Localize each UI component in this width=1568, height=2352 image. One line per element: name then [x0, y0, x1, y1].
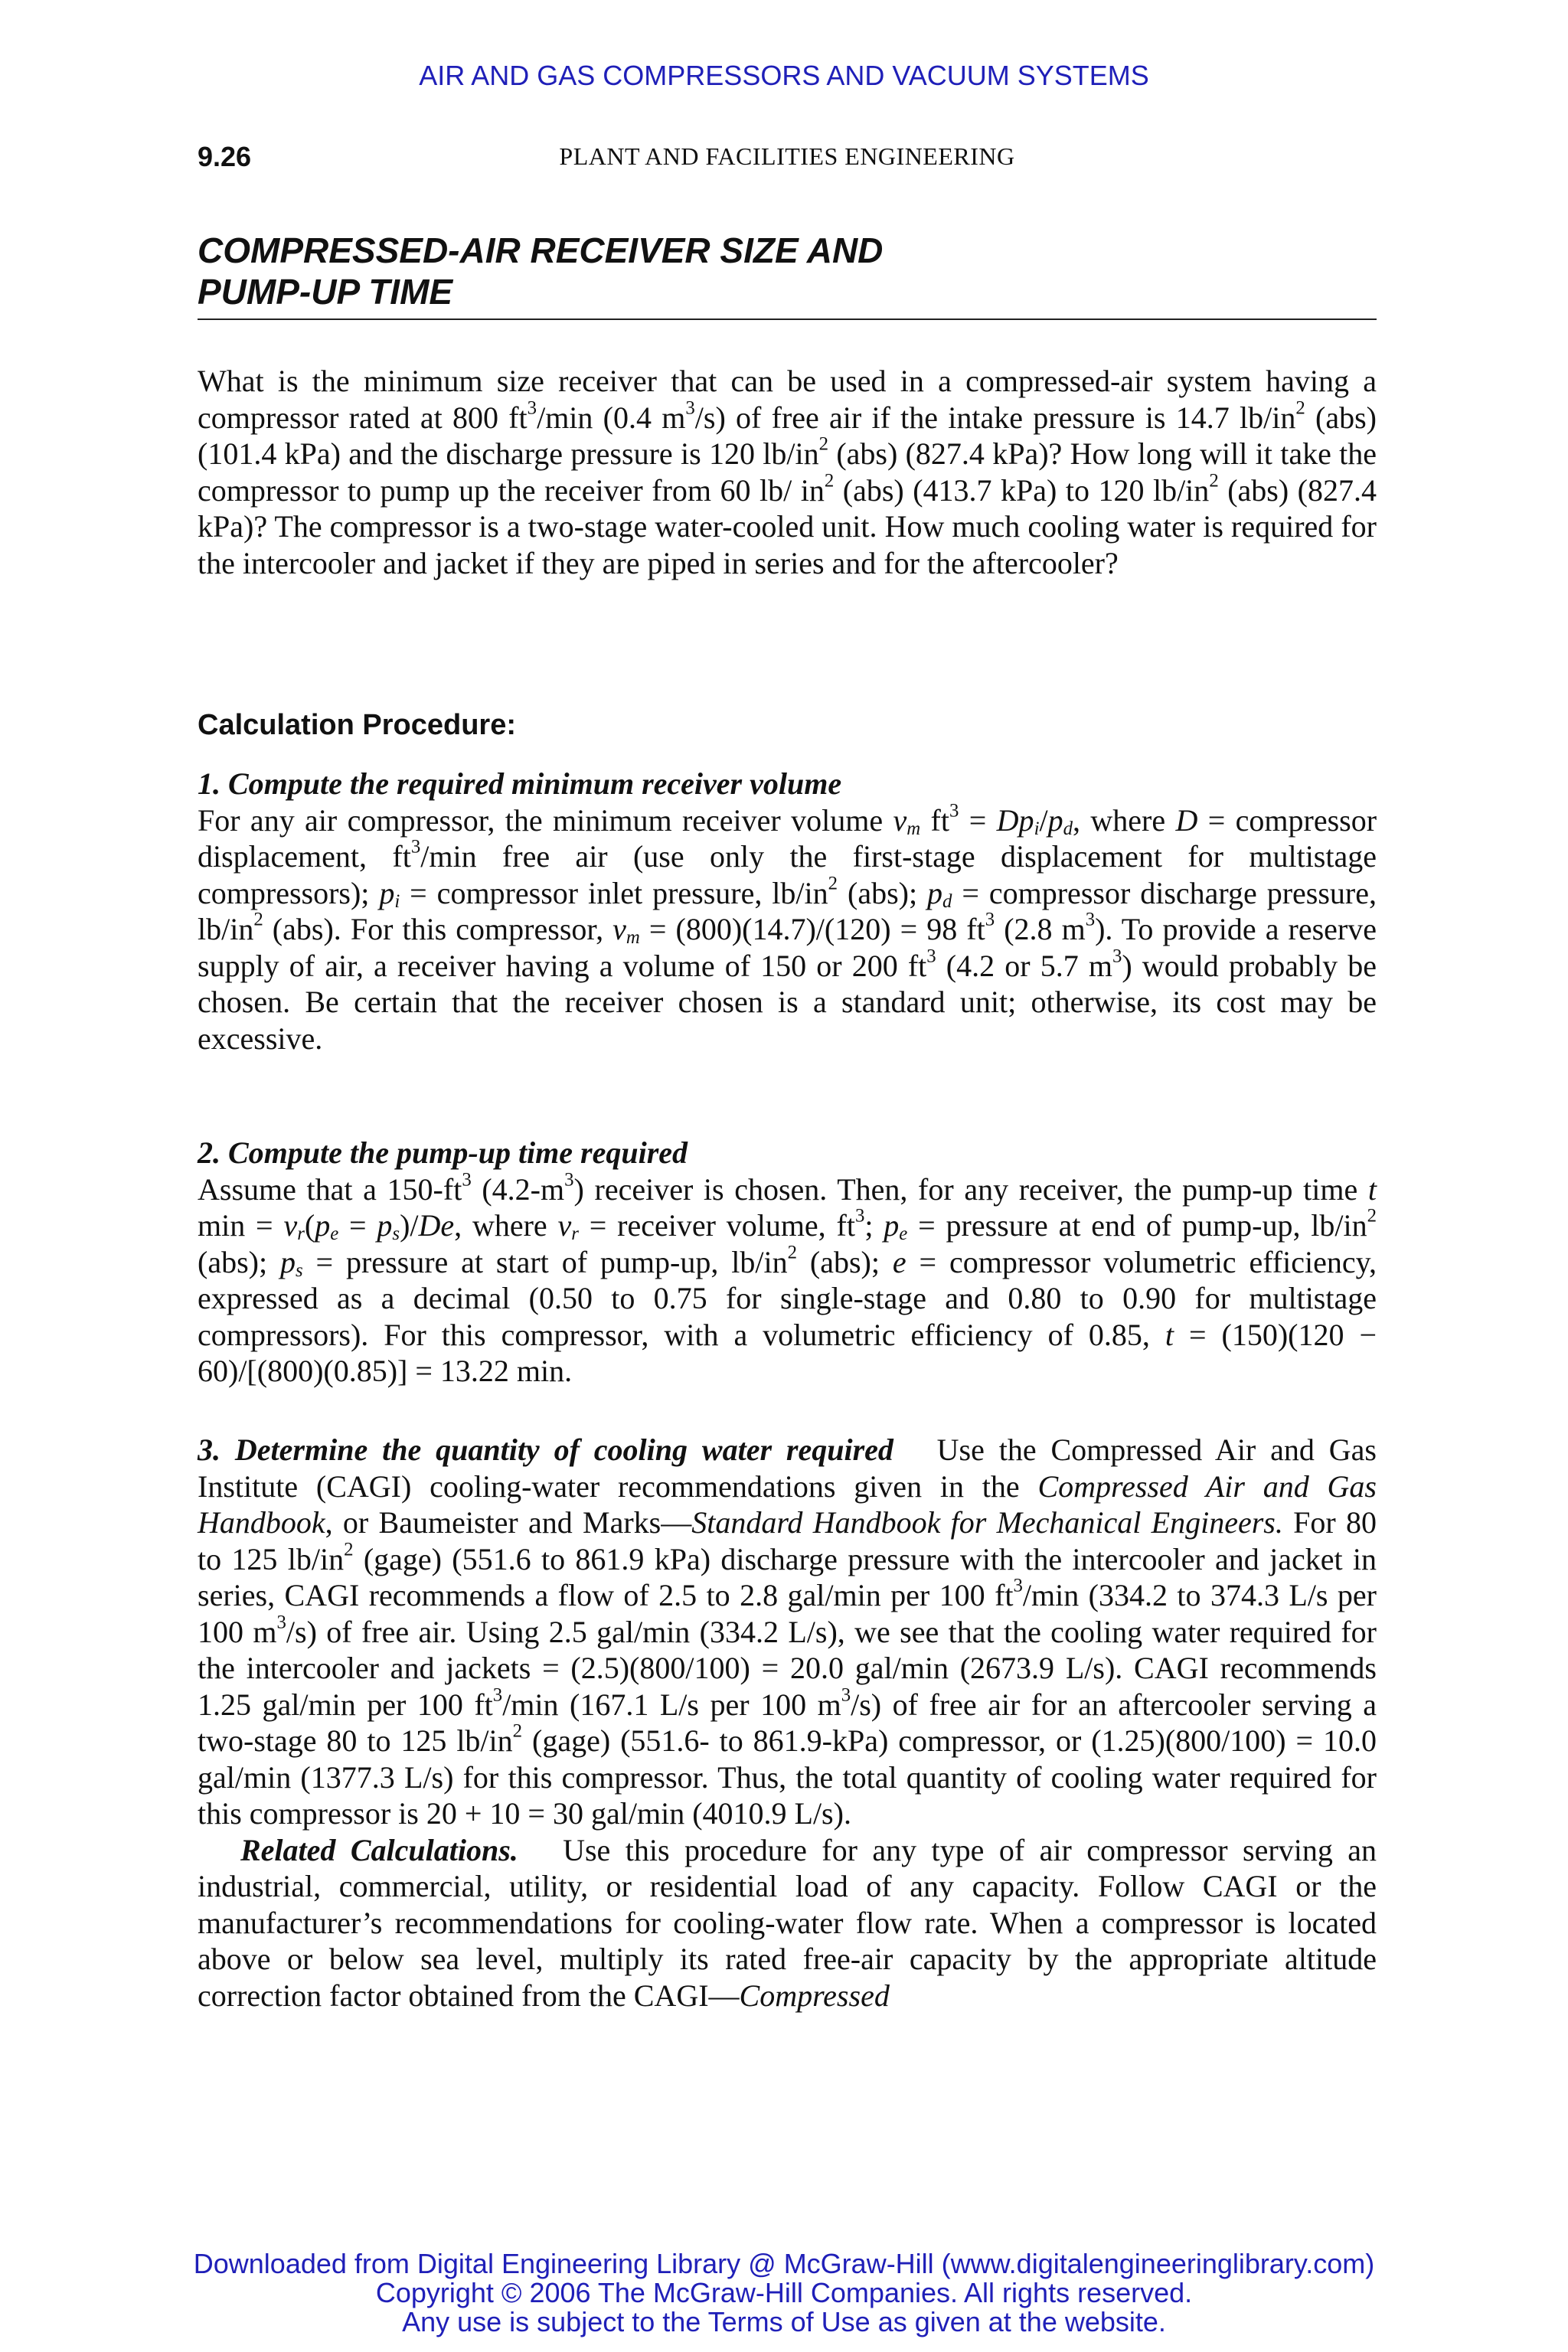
- footer-copyright: Copyright © 2006 The McGraw-Hill Companies. All rights reserved.: [375, 2277, 1193, 2308]
- section-title-line-1: COMPRESSED-AIR RECEIVER SIZE AND: [198, 230, 884, 270]
- step-2: [198, 1135, 1377, 1390]
- step-3: [198, 1432, 1377, 2014]
- step-1-heading: 1. Compute the required minimum receiver volume: [198, 766, 842, 801]
- running-header: AIR AND GAS COMPRESSORS AND VACUUM SYSTEMS: [419, 60, 1149, 91]
- calculation-heading: Calculation Procedure:: [198, 709, 516, 741]
- book-title: PLANT AND FACILITIES ENGINEERING: [559, 142, 1015, 170]
- step-2-text: Assume that a $150-ft^3$ $(4.2-m^3)$ receiver is chosen. Then, for any receiver, the pump-up time t $\min = v_r(p_e = p_s)/De$, where $v_r$ = receiver volume, $ft^3$; $p_e$ = pressure at end of pump-up, $lb/in^2$ (abs); $p_s$ = pressure at start of pump-up, $lb/in^2$ (abs); e = compressor volumetric efficiency, expressed as a decimal (0.50 to 0.75 for single-stage and 0.80 to 0.90 for multistage compressors). For this compressor, with a volumetric efficiency of 0.85, t = (150)(120 − 60)/[(800)(0.85)] = 13.22 min.: [198, 1168, 1377, 1388]
- step-1: [198, 766, 1377, 1057]
- footer-download-link[interactable]: Downloaded from Digital Engineering Library @ McGraw-Hill (www.digitalengineeringlibrary.com): [193, 2248, 1375, 2279]
- problem-paragraph: What is the minimum size receiver that can be used in a compressed-air system having a compressor rated at 800 $ft^3/\min$ (0.4 $m^3/s$) of free air if the intake pressure is 14.7 $lb/in^2$ (abs) (101.4 kPa) and the discharge pressure is 120 $lb/in^2$ (abs) (827.4 kPa)? How long will it take the compressor to pump up the receiver from 60 lb/ $in^2$ (abs) (413.7 kPa) to 120 $lb/in^2$ (abs) (827.4 kPa)? The compressor is a two-stage water-cooled unit. How much cooling water is required for the intercooler and jacket if they are piped in series and for the aftercooler?: [198, 364, 1377, 580]
- related-heading: Related Calculations.: [240, 1832, 518, 1867]
- related-calculations: Related Calculations. Use this procedure for any type of air compressor serving an industrial, commercial, utility, or residential load of any capacity. Follow CAGI or the manufacturer’s recommendations for cooling-water flow rate. When a compressor is located above or below sea level, multiply its rated free-air capacity by the appropriate altitude correction factor obtained from the CAGI—Compressed: [198, 1832, 1377, 2013]
- page-header: [198, 141, 1377, 175]
- problem-statement: [198, 363, 1377, 581]
- step-2-heading: 2. Compute the pump-up time required: [198, 1135, 688, 1170]
- step-3-heading: 3. Determine the quantity of cooling water required: [198, 1432, 893, 1467]
- section-title-line-2: PUMP-UP TIME: [198, 272, 453, 312]
- section-title: [198, 230, 1377, 320]
- step-1-text: For any air compressor, the minimum receiver volume $v_m$ $ft^3 = Dp_i/p_d$, where D = compressor displacement, $ft^3/\min$ free air (use only the first-stage displacement for multistage compressors); $p_i$ = compressor inlet pressure, $lb/in^2$ (abs); $p_d$ = compressor discharge pressure, $lb/in^2$ (abs). For this compressor, $v_m = (800)(14.7)/(120) = 98$ $ft^3$ (2.8 $m^3$). To provide a reserve supply of air, a receiver having a volume of 150 or 200 $ft^3$ (4.2 or 5.7 $m^3$) would probably be chosen. Be certain that the receiver chosen is a standard unit; otherwise, its cost may be excessive.: [198, 799, 1377, 1056]
- footer: [0, 2249, 1568, 2337]
- step-3-text: 3. Determine the quantity of cooling water required Use the Compressed Air and Gas Institute (CAGI) cooling-water recommendations given in the Compressed Air and Gas Handbook, or Baumeister and Marks—Standard Handbook for Mechanical Engineers. For 80 to 125 $lb/in^2$ (gage) (551.6 to 861.9 kPa) discharge pressure with the intercooler and jacket in series, CAGI recommends a flow of 2.5 to 2.8 gal/min per 100 $ft^3/\min$ (334.2 to 374.3 L/s per 100 $m^3/s$) of free air. Using 2.5 gal/min (334.2 L/s), we see that the cooling water required for the intercooler and jackets = (2.5)(800/100) = 20.0 gal/min (2673.9 L/s). CAGI recommends 1.25 gal/min per 100 $ft^3/\min$ (167.1 L/s per 100 $m^3/s$) of free air for an aftercooler serving a two-stage 80 to 125 $lb/in^2$ (gage) (551.6- to 861.9-kPa) compressor, or (1.25)(800/100) = 10.0 gal/min (1377.3 L/s) for this compressor. Thus, the total quantity of cooling water required for this compressor is 20 + 10 = 30 gal/min (4010.9 L/s).: [198, 1432, 1377, 1831]
- footer-terms[interactable]: Any use is subject to the Terms of Use as given at the website.: [402, 2306, 1166, 2337]
- page-number: 9.26: [198, 141, 252, 172]
